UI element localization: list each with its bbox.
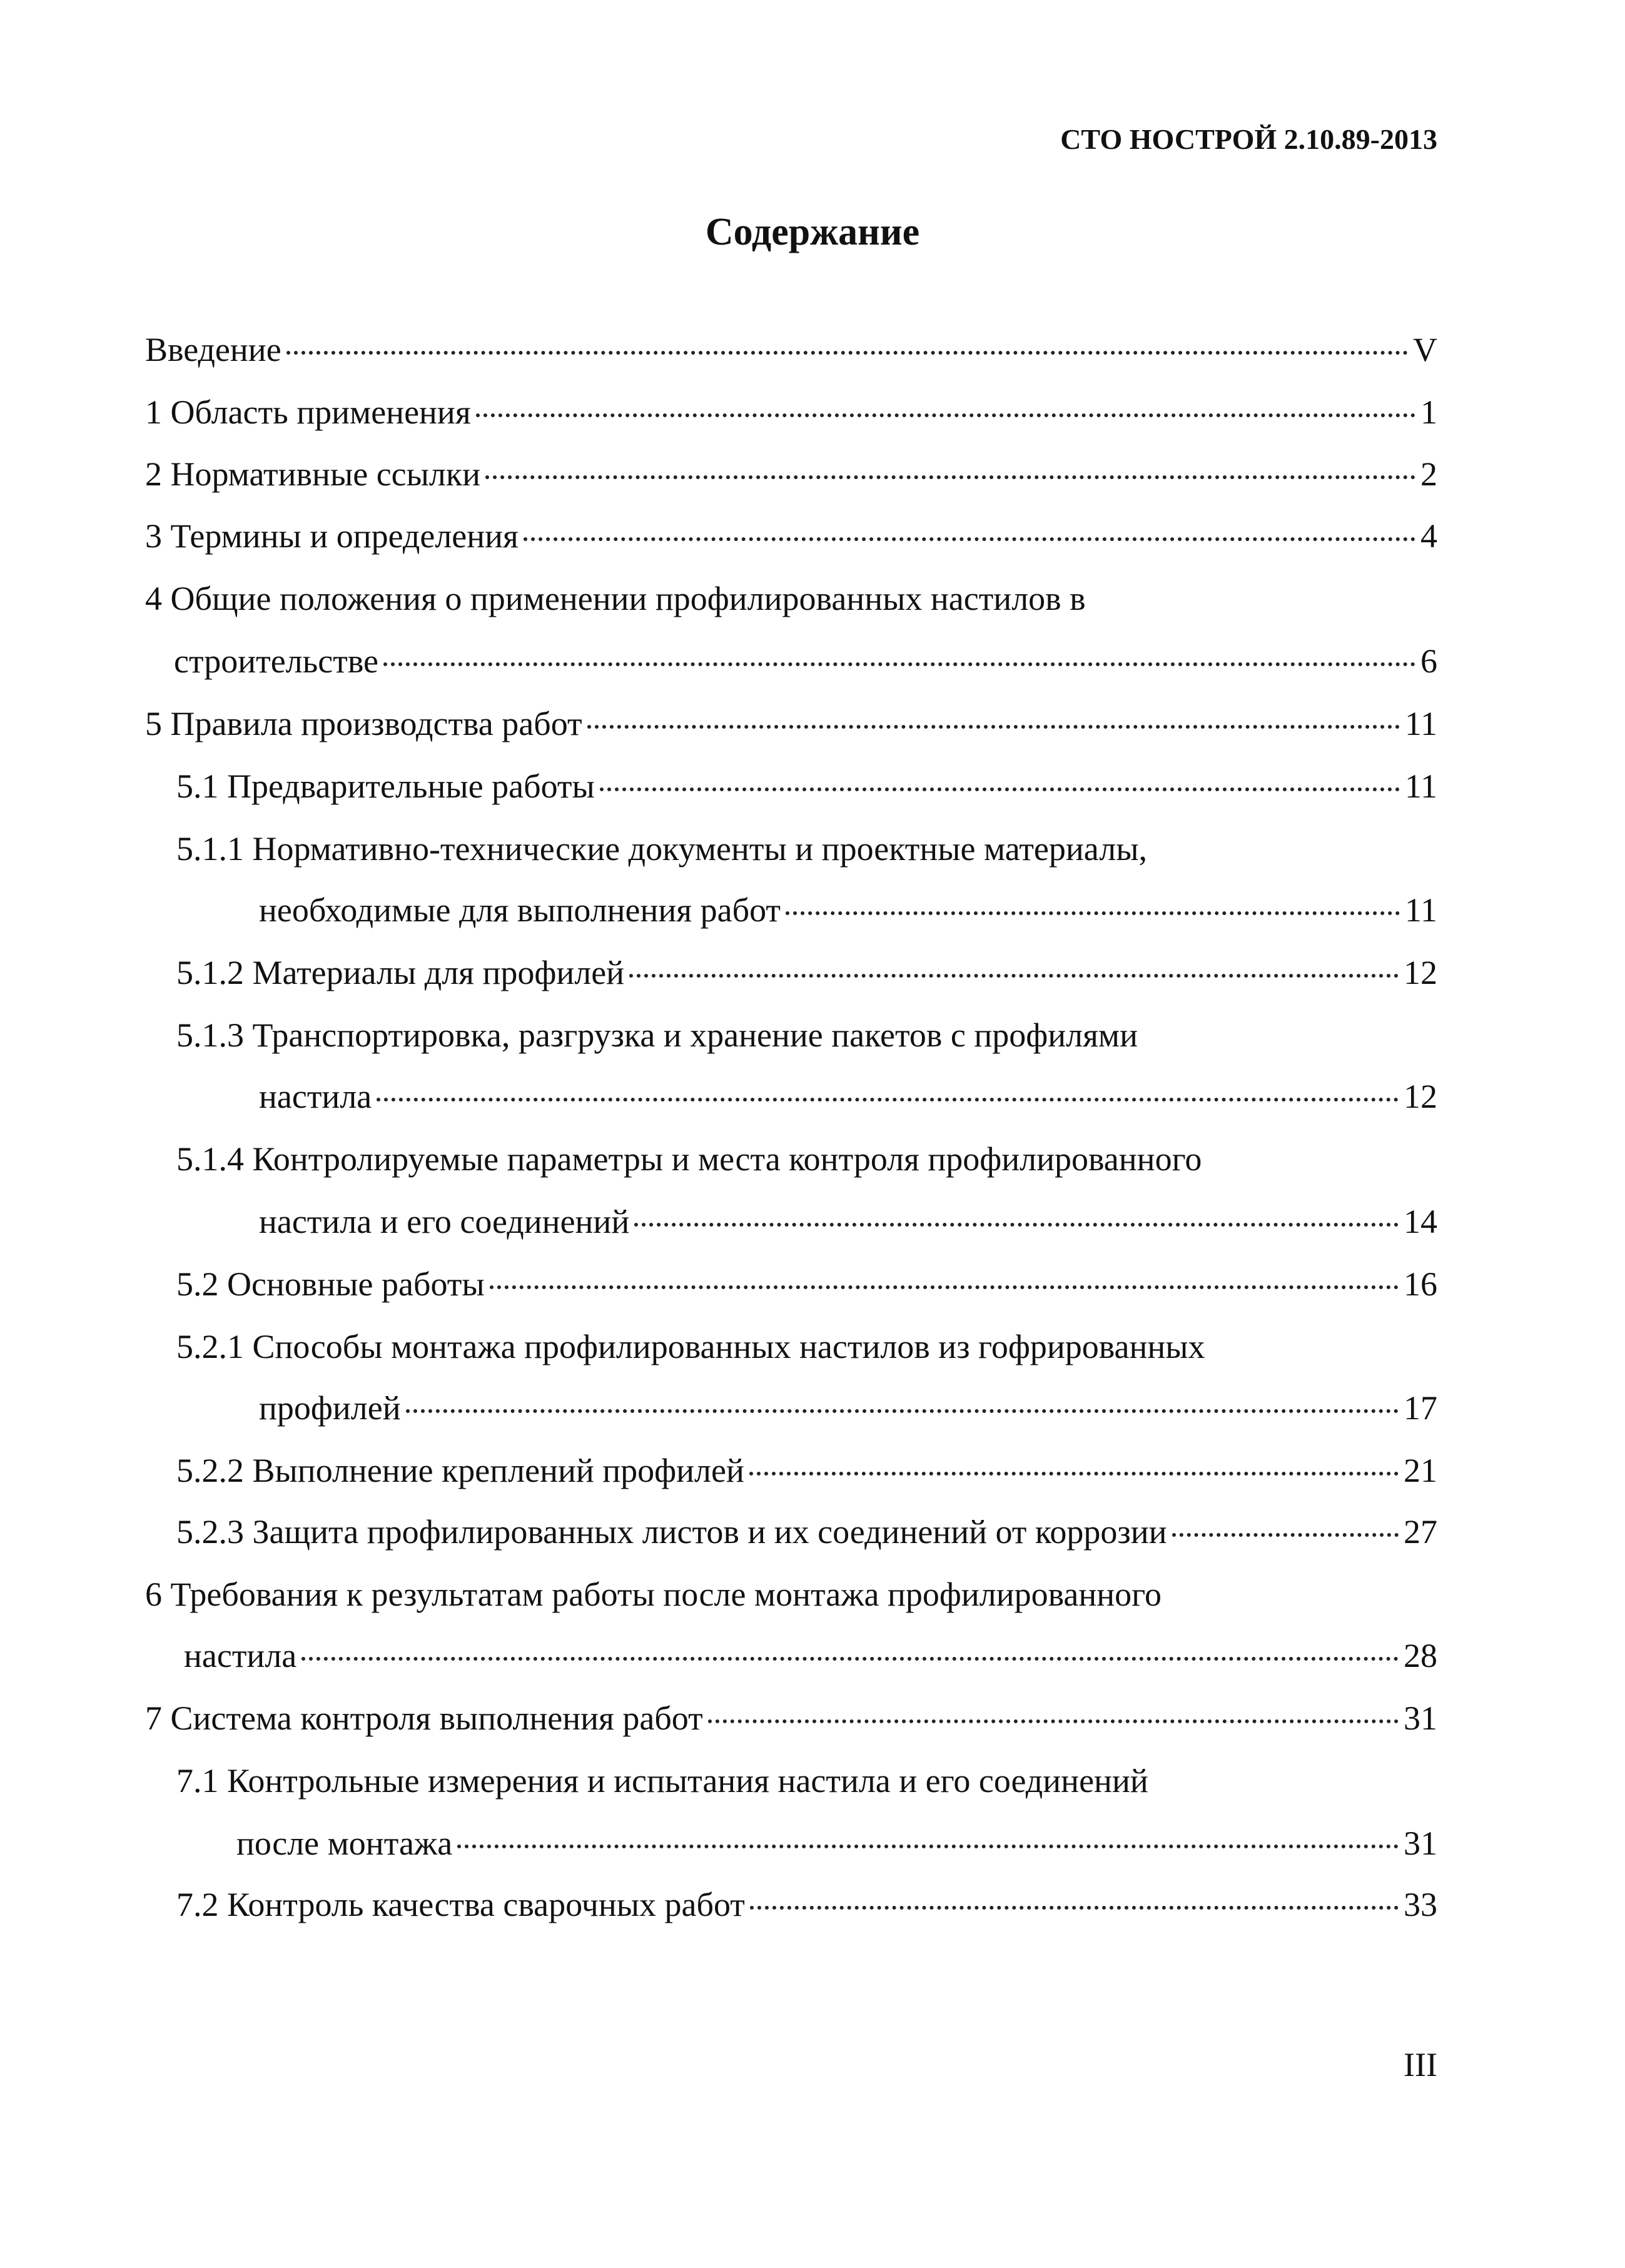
toc-leader-dots [383,662,1415,666]
toc-entry-page: 17 [1404,1389,1437,1427]
toc-entry-page: 4 [1420,517,1437,555]
toc-entry [176,764,1437,808]
toc-entry [145,390,1437,434]
page-title: Содержание [705,211,920,253]
toc-entry-title: Введение [145,331,281,368]
toc-leader-dots [587,725,1400,729]
toc-entry [145,328,1437,372]
toc-entry [259,888,1437,932]
toc-entry-title: 5.2 Основные работы [176,1265,485,1303]
toc-entry-title: 5.1.1 Нормативно-технические документы и проектные материалы, [176,830,1147,868]
toc-leader-dots [406,1409,1399,1413]
toc-leader-dots [708,1719,1399,1723]
toc-entry-title: профилей [259,1389,401,1427]
toc-entry-title: 3 Термины и определения [145,517,519,555]
toc-entry-title: 5.1 Предварительные работы [176,767,595,805]
toc-entry [176,1449,1437,1492]
toc-entry [176,1013,1138,1057]
toc-entry-title: 1 Область применения [145,393,471,431]
toc-entry [176,1759,1148,1803]
toc-leader-dots [634,1223,1399,1227]
toc-entry-title: 2 Нормативные ссылки [145,455,480,493]
toc-entry [176,827,1147,871]
toc-entry-title: 4 Общие положения о применении профилированных настилов в [145,580,1086,617]
toc-entry [145,452,1437,496]
toc-entry [176,951,1437,995]
toc-entry-title: 5.1.3 Транспортировка, разгрузка и хранение пакетов с профилями [176,1016,1138,1054]
page-number: III [1404,2046,1437,2083]
toc-entry-page: 31 [1404,1699,1437,1737]
toc-entry-page: 31 [1404,1825,1437,1862]
toc-leader-dots [476,413,1415,417]
toc-entry-page: 16 [1404,1265,1437,1303]
toc-entry [176,1883,1437,1926]
toc-entry-page: 27 [1404,1513,1437,1551]
toc-leader-dots [485,475,1415,479]
toc-entry [176,1262,1437,1306]
toc-entry-title: 5 Правила производства работ [145,705,582,742]
toc-entry-title: строительстве [174,642,378,680]
toc-entry [176,1137,1202,1181]
toc-entry-title: 5.2.2 Выполнение креплений профилей [176,1452,744,1489]
toc-leader-dots [750,1906,1399,1910]
toc-entry-page: 12 [1404,954,1437,991]
toc-entry-title: 6 Требования к результатам работы после монтажа профилированного [145,1576,1162,1613]
toc-leader-dots [786,911,1400,915]
toc-entry-page: 33 [1404,1886,1437,1923]
toc-entry-title: 5.1.2 Материалы для профилей [176,954,625,991]
toc-leader-dots [629,974,1399,978]
toc-leader-dots [490,1285,1399,1289]
toc-entry [174,639,1437,683]
toc-entry-page: 28 [1404,1637,1437,1674]
toc-entry-page: V [1413,331,1437,368]
toc-entry-title: 5.2.3 Защита профилированных листов и их соединений от коррозии [176,1513,1167,1551]
toc-entry-page: 12 [1404,1078,1437,1115]
toc-entry [259,1386,1437,1430]
toc-entry-title: 7 Система контроля выполнения работ [145,1699,703,1737]
toc-entry-page: 2 [1420,455,1437,493]
toc-entry-title: 7.2 Контроль качества сварочных работ [176,1886,745,1923]
toc-entry [259,1200,1437,1243]
toc-entry-page: 1 [1420,393,1437,431]
toc-entry-page: 6 [1420,642,1437,680]
toc-entry-title: 7.1 Контрольные измерения и испытания настила и его соединений [176,1762,1148,1800]
toc-entry [176,1510,1437,1554]
toc-entry-title: настила и его соединений [259,1203,630,1240]
toc-entry-page: 11 [1405,705,1437,742]
toc-leader-dots [377,1098,1399,1101]
toc-entry [176,1325,1205,1369]
toc-leader-dots [600,787,1400,791]
toc-leader-dots [301,1657,1399,1661]
toc-entry [145,702,1437,746]
toc-entry-title: необходимые для выполнения работ [259,891,781,929]
document-code: СТО НОСТРОЙ 2.10.89-2013 [1060,123,1437,155]
toc-entry-page: 11 [1405,891,1437,929]
toc-leader-dots [749,1472,1399,1476]
toc-entry [145,1696,1437,1740]
toc-entry [145,514,1437,558]
toc-entry [259,1075,1437,1118]
toc-leader-dots [286,351,1408,355]
toc-entry [145,577,1086,620]
toc-entry [184,1634,1437,1678]
toc-leader-dots [524,537,1415,541]
toc-entry-title: 5.1.4 Контролируемые параметры и места контроля профилированного [176,1140,1202,1178]
toc-entry-title: настила [184,1637,297,1674]
toc-entry-page: 21 [1404,1452,1437,1489]
toc-entry-page: 11 [1405,767,1437,805]
toc-entry-title: 5.2.1 Способы монтажа профилированных настилов из гофрированных [176,1328,1205,1365]
toc-entry [236,1821,1437,1865]
toc-leader-dots [457,1845,1399,1848]
toc-entry-page: 14 [1404,1203,1437,1240]
toc-entry-title: после монтажа [236,1825,453,1862]
toc-entry-title: настила [259,1078,372,1115]
toc-leader-dots [1172,1533,1399,1537]
toc-entry [145,1572,1162,1616]
